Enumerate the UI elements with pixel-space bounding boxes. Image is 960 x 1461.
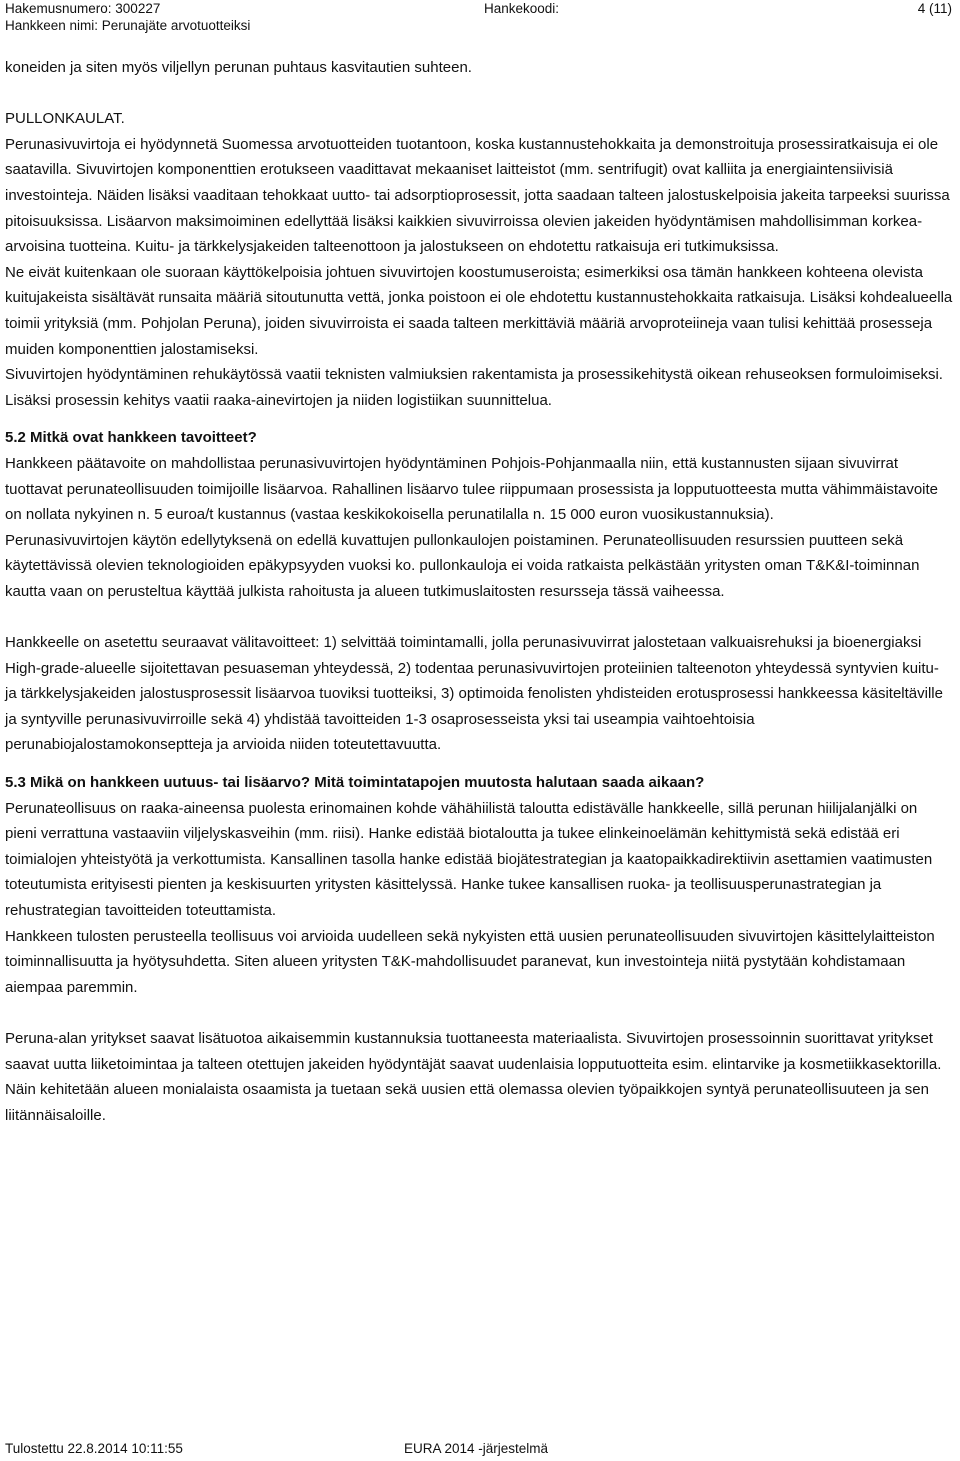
bottlenecks-heading: PULLONKAULAT.: [5, 110, 125, 128]
section-52-paragraph-2: Perunasivuvirtojen käytön edellytyksenä on edellä kuvattujen pullonkaulojen poistaminen. Perunateollisuuden resurssien puutteen sekä käytettävissä olevien teknologioiden epäkypsyyden vuoksi ko. pullonkauloja ei voida ratkaista pelkästään yritysten oman T&K&I-toiminnan kautta vaan on perusteltua käyttää julkista rahoitusta ja alueen tutkimuslaitosten resursseja tässä vaiheessa.: [5, 531, 920, 600]
section-53-paragraph-3: Peruna-alan yritykset saavat lisätuotoa aikaisemmin kustannuksia tuottaneesta materiaalista. Sivuvirtojen prosessoinnin suorittavat yritykset saavat uutta liiketoimintaa ja talteen otettujen jakeiden hyödyntäjät saavat uudenlaisia lopputuotteita esim. elintarvike ja kosmetiikkasektorilla. Näin kehitetään alueen monialaista osaamista ja tuetaan sekä uusien että olemassa olevien työpaikkojen syntyä perunateollisuuteen ja sen liitännäisaloille.: [5, 1029, 942, 1124]
print-timestamp: Tulostettu 22.8.2014 10:11:55: [5, 1441, 183, 1456]
section-52-paragraph-3: Hankkeelle on asetettu seuraavat välitavoitteet: 1) selvittää toimintamalli, jolla perunasivuvirrat jalostetaan valkuaisrehuksi ja bioenergiaksi High-grade-alueelle sijoitettavan pesuaseman yhteydessä, 2) todentaa perunasivuvirtojen proteiinien talteenoton yhteydessä syntyvien kuitu- ja tärkkelysjakeiden jalostusprosessit lisäarvoa tuoviksi tuotteiksi, 3) optimoida fenolisten yhdisteiden erotusprosessi hankkeessa käsiteltäville ja syntyville perunasivuvirroille sekä 4) yhdistää tavoitteiden 1-3 osaprosesseista yksi tai useampia vaihtoehtoisia perunabiojalostamokonseptteja ja arvioida niiden toteutettavuutta.: [5, 634, 943, 754]
application-number: Hakemusnumero: 300227: [5, 1, 161, 16]
bottlenecks-paragraph-3: Sivuvirtojen hyödyntäminen rehukäytössä vaatii teknisten valmiuksien rakentamista ja prosessikehitystä oikean rehuseoksen formuloimiseksi. Lisäksi prosessin kehitys vaatii raaka-ainevirtojen ja niiden logistiikan suunnittelua.: [5, 366, 943, 409]
section-52-paragraph-1: Hankkeen päätavoite on mahdollistaa perunasivuvirtojen hyödyntäminen Pohjois-Pohjanmaalla niin, että kustannusten sijaan sivuvirrat tuottavat perunateollisuuden toimijoille lisäarvoa. Rahallinen lisäarvo tulee riippumaan prosessista ja lopputuotteesta mutta vähimmäistavoite on nollata nykyinen n. 5 euroa/t kustannus (vastaa keskikokoisella perunatilalla n. 15 000 euron vuosikustannuksia).: [5, 454, 939, 524]
section-53-paragraph-1: Perunateollisuus on raaka-aineensa puolesta erinomainen kohde vähähiilistä taloutta edistävälle hankkeelle, sillä perunan hiilijalanjälki on pieni verrattuna vastaaviin viljelyskasveihin (mm. riisi). Hanke edistää biotaloutta ja tukee elinkeinoelämän kehittymistä sekä edistää eri toimialojen yhteistyötä ja verkottumista. Kansallinen tasolla hanke edistää biojätestrategian ja kaatopaikkadirektiivin asettamien vaatimusten toteutumista erityisesti pienten ja keskisuurten yritysten käsittelyssä. Hanke tukee kansallisen ruoka- ja teollisuusperunastrategian ja rehustrategian tavoitteiden toteuttamista.: [5, 799, 933, 919]
bottlenecks-paragraph-2: Ne eivät kuitenkaan ole suoraan käyttökelpoisia johtuen sivuvirtojen koostumuseroista; esimerkiksi osa tämän hankkeen kohteena olevista kuitujakeista sisältävät runsaita määriä sitoutunutta vettä, jonka poistoon ei ole ehdotettu kustannustehokkaita ratkaisuja. Lisäksi kohdealueella toimii yrityksiä (mm. Pohjolan Peruna), joiden sivuvirroista ei saada talteen merkittäviä määriä arvoproteiineja vaan tulisi kehittää prosesseja muiden komponenttien jalostamiseksi.: [5, 263, 953, 358]
intro-text: koneiden ja siten myös viljellyn perunan puhtaus kasvitautien suhteen.: [5, 59, 472, 76]
section-53-heading: 5.3 Mikä on hankkeen uutuus- tai lisäarvo? Mitä toimintatapojen muutosta halutaan saada aikaan?: [5, 774, 705, 792]
project-code-label: Hankekoodi:: [484, 1, 560, 16]
section-52-heading: 5.2 Mitkä ovat hankkeen tavoitteet?: [5, 429, 257, 447]
page-number: 4 (11): [917, 1, 952, 16]
system-name: EURA 2014 -järjestelmä: [404, 1441, 549, 1456]
section-53-paragraph-2: Hankkeen tulosten perusteella teollisuus voi arvioida uudelleen sekä nykyisten että uusien perunateollisuuden sivuvirtojen käsittelylaitteiston toiminnallisuutta ja hyötysuhdetta. Siten alueen yritysten T&K-mahdollisuudet paranevat, kun investointeja niitä pystytään kohdistamaan aiempaa paremmin.: [5, 927, 935, 996]
bottlenecks-paragraph-1: Perunasivuvirtoja ei hyödynnetä Suomessa arvotuotteiden tuotantoon, koska kustannustehokkaita ja demonstroituja prosessiratkaisuja ei ole saatavilla. Sivuvirtojen komponenttien erotukseen vaadittavat mekaaniset laitteistot (mm. sentrifugit) ovat kalliita ja energiaintensiivisiä investointeja. Näiden lisäksi vaaditaan tehokkaat uutto- tai adsorptioprosessit, jotta saadaan talteen jalostuskelpoisia jakeita tarpeeksi suurissa pitoisuuksissa. Lisäarvon maksimoiminen edellyttää lisäksi kaikkien sivuvirroissa olevien jakeiden hyödyntämisen mahdollisimman korkea-arvoisina tuotteina. Kuitu- ja tärkkelysjakeiden talteenottoon ja jalostukseen on ehdotettu ratkaisuja eri tutkimuksissa.: [5, 135, 950, 256]
project-name: Hankkeen nimi: Perunajäte arvotuotteiksi: [5, 18, 251, 33]
document-body: [5, 55, 953, 1128]
